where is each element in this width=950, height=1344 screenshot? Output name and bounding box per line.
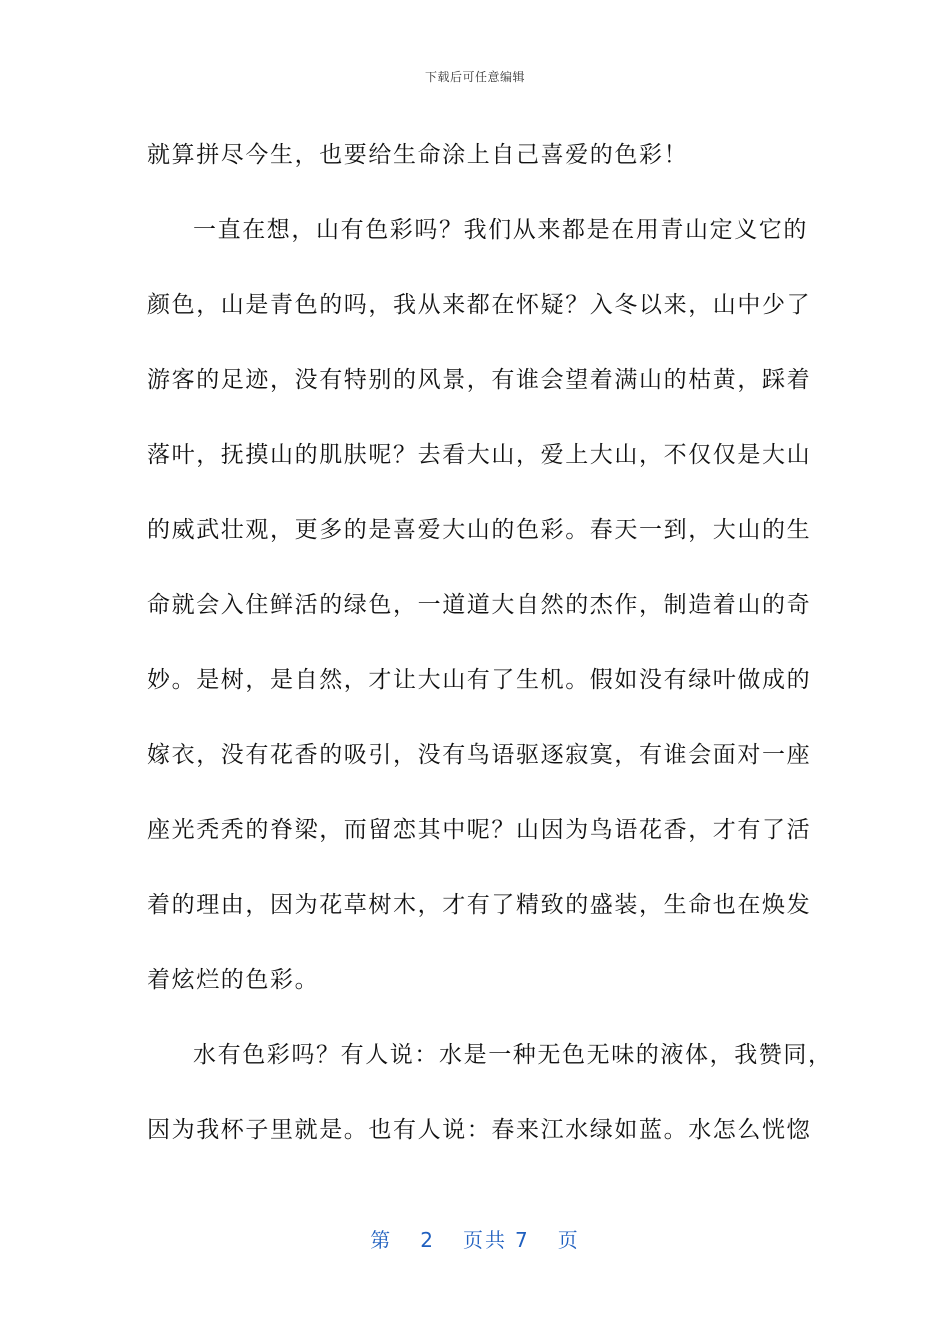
- footer-suffix: 页: [557, 1228, 580, 1252]
- footer-prefix: 第: [370, 1228, 393, 1252]
- text-line: 游客的足迹，没有特别的风景，有谁会望着满山的枯黄，踩着: [147, 367, 812, 393]
- footer-middle: 页共: [463, 1228, 507, 1252]
- text-line: 落叶，抚摸山的肌肤呢？去看大山，爱上大山，不仅仅是大山: [147, 442, 812, 468]
- total-pages-number: 7: [515, 1228, 530, 1252]
- text-line: 的威武壮观，更多的是喜爱大山的色彩。春天一到，大山的生: [147, 517, 812, 543]
- text-line: 着炫烂的色彩。: [147, 967, 320, 993]
- text-line: 一直在想，山有色彩吗？我们从来都是在用青山定义它的: [193, 217, 808, 243]
- document-body: [147, 118, 833, 1168]
- page-number-footer: [0, 1224, 950, 1253]
- text-line: 水有色彩吗？有人说：水是一种无色无味的液体，我赞同，: [193, 1042, 833, 1068]
- text-line: 命就会入住鲜活的绿色，一道道大自然的杰作，制造着山的奇: [147, 592, 812, 618]
- text-line: 座光秃秃的脊梁，而留恋其中呢？山因为鸟语花香，才有了活: [147, 817, 812, 843]
- text-line: 就算拼尽今生，也要给生命涂上自己喜爱的色彩！: [147, 142, 689, 168]
- text-line: 嫁衣，没有花香的吸引，没有鸟语驱逐寂寞，有谁会面对一座: [147, 742, 812, 768]
- header-note: 下载后可任意编辑: [424, 70, 525, 84]
- text-line: 妙。是树，是自然，才让大山有了生机。假如没有绿叶做成的: [147, 667, 812, 693]
- current-page-number: 2: [420, 1228, 435, 1252]
- text-line: 颜色，山是青色的吗，我从来都在怀疑？入冬以来，山中少了: [147, 292, 812, 318]
- text-line: 着的理由，因为花草树木，才有了精致的盛装，生命也在焕发: [147, 892, 812, 918]
- text-line: 因为我杯子里就是。也有人说：春来江水绿如蓝。水怎么恍惚: [147, 1117, 812, 1143]
